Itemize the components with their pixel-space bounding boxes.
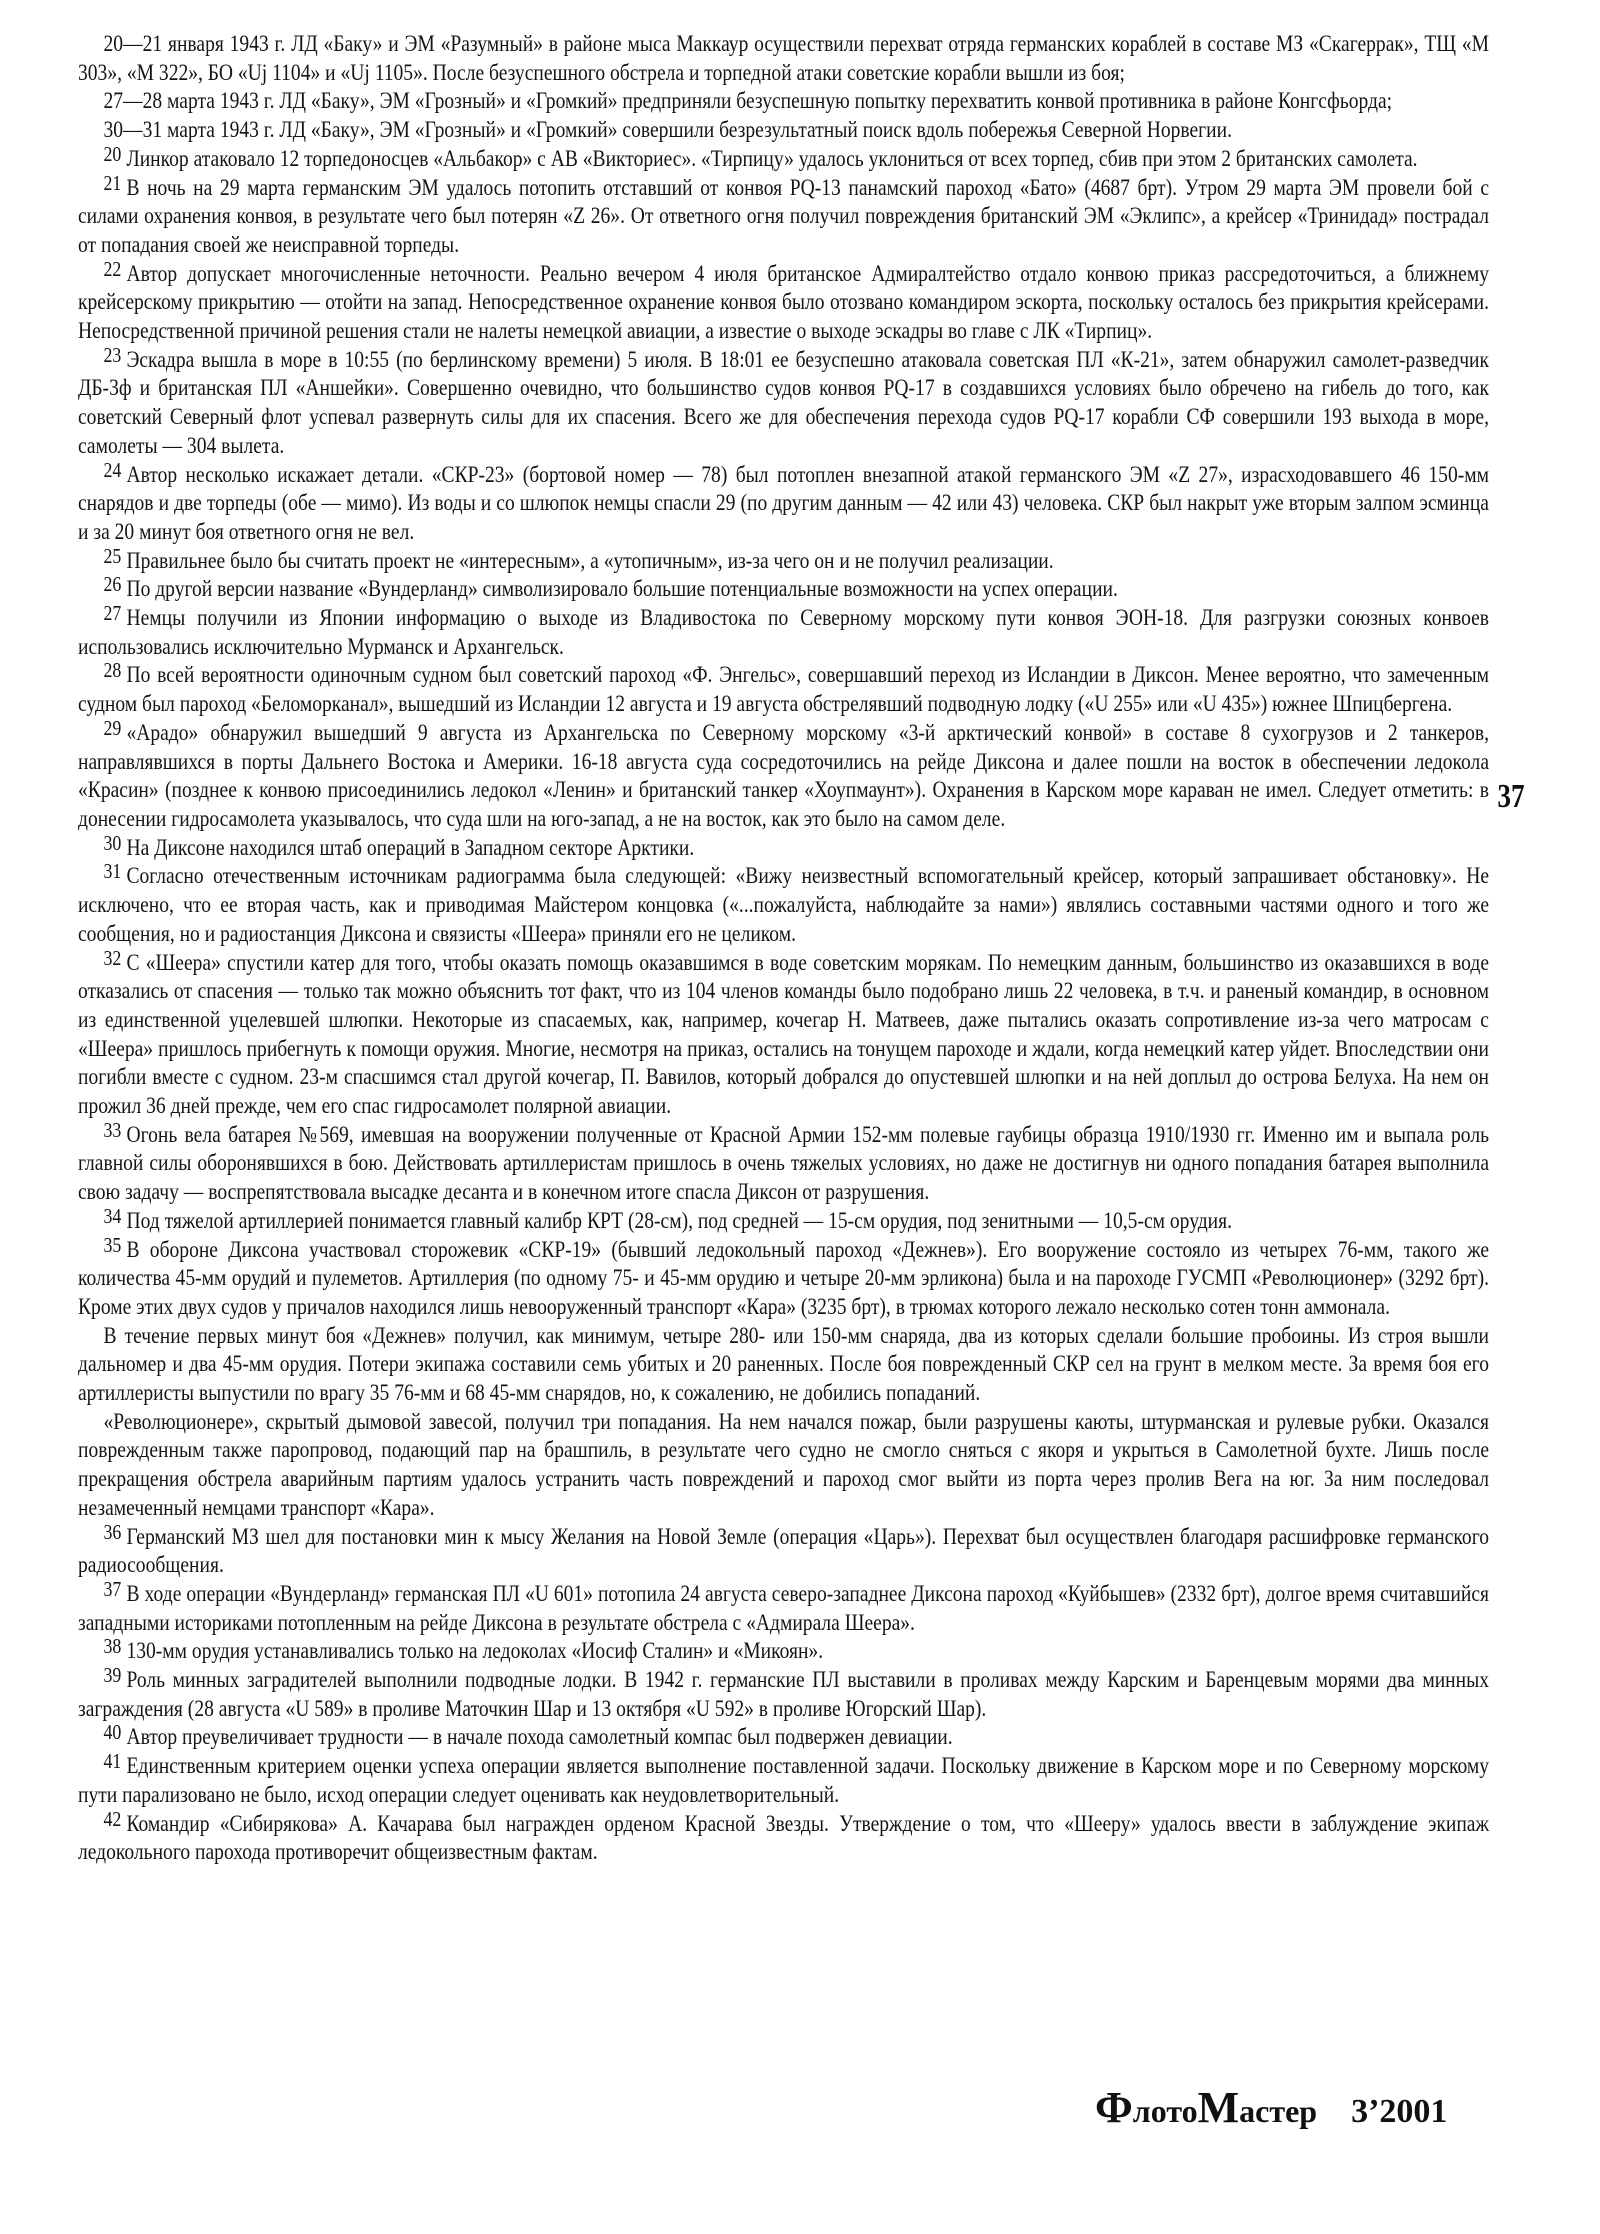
footnote-number: 42 (103, 1806, 122, 1831)
footnote-number: 41 (103, 1749, 122, 1774)
paragraph (78, 87, 1489, 116)
paragraph-text: В ходе операции «Вундерланд» германская ПЛ «U 601» потопила 24 августа северо-западнее Диксона пароход «Куйбышев» (2332 брт), долгое время считавшийся западными историками потопленным на рейде Диксона в результате обстрела с «Адмирала Шеера». (78, 1580, 1490, 1635)
paragraph-text: Германский МЗ шел для постановки мин к мысу Желания на Новой Земле (операция «Царь»). Перехват был осуществлен благодаря расшифровке германского радиосообщения. (78, 1523, 1490, 1578)
paragraph-text: Автор преувеличивает трудности — в начале похода самолетный компас был подвержен девиации. (126, 1724, 953, 1750)
footnote-number: 21 (103, 170, 122, 195)
paragraph-text: Немцы получили из Японии информацию о выходе из Владивостока по Северному морскому пути конвоя ЭОН-18. Для разгрузки союзных конвоев использовались исключительно Мурманск и Архангельск. (78, 605, 1490, 659)
footnote-21 (78, 170, 1490, 260)
footnote-number: 30 (103, 830, 122, 855)
paragraph-text: Линкор атаковало 12 торпедоносцев «Альбакор» с АВ «Викториес». «Тирпицу» удалось уклониться от всех торпед, сбив при этом 2 британских самолета. (126, 145, 1418, 171)
footnote-number: 20 (103, 141, 122, 166)
footnote-number: 24 (103, 457, 122, 482)
footnote-42 (78, 1806, 1490, 1867)
footnote-39 (78, 1663, 1490, 1723)
paragraph-text: 130-мм орудия устанавливались только на ледоколах «Иосиф Сталин» и «Микоян». (126, 1638, 824, 1664)
magazine-footer (1095, 2082, 1447, 2133)
footnote-number: 35 (103, 1232, 122, 1257)
paragraph-text: Под тяжелой артиллерией понимается главный калибр КРТ (28-см), под средней — 15-см орудия, под зенитными — 10,5-см орудия. (126, 1207, 1233, 1233)
paragraph-text: «Революционере», скрытый дымовой завесой, получил три попадания. На нем начался пожар, были разрушены каюты, штурманская и рулевые рубки. Оказался поврежденным также паропровод, подающий пар на брашпиль, в результате чего судно не смогло сняться с якоря и укрыться в Самолетной бухте. Лишь после прекращения обстрела аварийным партиям удалось устранить часть повреждений и пароход смог выйти из порта через пролив Вега на юг. За ним последовал незамеченный немцами транспорт «Кара». (78, 1408, 1489, 1520)
footnote-number: 26 (103, 572, 122, 597)
paragraph-text: В обороне Диксона участвовал сторожевик «СКР-19» (бывший ледокольный пароход «Дежнев»). Его вооружение состояло из четырех 76-мм, такого же количества 45-мм орудий и пулеметов. Артиллерия (по одному 75- и 45-мм орудию и четыре 20-мм эрликона) была и на пароходе ГУСМП «Революционер» (3292 брт). Кроме этих двух судов у причалов находился лишь невооруженный транспорт «Кара» (3235 брт), в трюмах которого лежало несколько сотен тонн аммонала. (78, 1236, 1490, 1319)
footnote-number: 34 (103, 1203, 122, 1228)
footnote-number: 39 (103, 1663, 122, 1688)
paragraph-text: «Арадо» обнаружил вышедший 9 августа из Архангельска по Северному морскому «3-й арктический конвой» в составе 8 сухогрузов и 2 танкеров, направлявшихся в порты Дальнего Востока и Америки. 16-18 августа суда сосредоточились на рейде Диксона и далее пошли на восток в обеспечении ледокола «Красин» (позднее к конвою присоединились ледокол «Ленин» и британский танкер «Хоупмаунт»). Охранения в Карском море караван не имел. Следует отметить: в донесении гидросамолета указывалось, что суда шли на юго-запад, а не на восток, как это было на самом деле. (78, 719, 1490, 831)
magazine-logo (1095, 2083, 1318, 2132)
issue-number: 3’2001 (1351, 2093, 1448, 2130)
paragraph-text: Единственным критерием оценки успеха операции является выполнение поставленной задачи. Поскольку движение в Карском море и по Северному морскому пути парализовано не было, исход операции следует оценивать как неудовлетворительный. (78, 1753, 1490, 1807)
footnote-number: 32 (103, 945, 122, 970)
footnote-26 (78, 572, 1489, 604)
footnote-34 (78, 1203, 1489, 1236)
paragraph-text: По всей вероятности одиночным судном был советский пароход «Ф. Энгельс», совершавший переход из Исландии в Диксон. Менее вероятно, что замеченным судном был пароход «Беломорканал», вышедший из Исландии 12 августа и 19 августа обстрелявший подводную лодку («U 255» или «U 435») южнее Шпицбергена. (78, 662, 1490, 717)
paragraph-text: С «Шеера» спустили катер для того, чтобы оказать помощь оказавшимся в воде советским морякам. По немецким данным, большинство из оказавшихся в воде отказались от спасения — только так можно объяснить тот факт, что из 104 членов команды было подобрано лишь 22 человека, в т.ч. и раненый командир, в основном из единственной уцелевшей шлюпки. Некоторые из спасаемых, как, например, кочегар Н. Матвеев, даже пытались оказать сопротивление из-за чего матросам с «Шеера» пришлось прибегнуть к помощи оружия. Многие, несмотря на приказ, остались на тонущем пароходе и ждали, когда немецкий катер уйдет. Впоследствии они погибли вместе с судном. 23-м спасшимся стал другой кочегар, П. Вавилов, который добрался до опустевшей шлюпки и на ней доплыл до острова Белуха. На нем он прожил 36 дней прежде, чем его спас гидросамолет полярной авиации. (78, 949, 1490, 1119)
footnote-number: 37 (103, 1576, 122, 1601)
footnote-25 (78, 543, 1489, 576)
footnote-number: 23 (103, 342, 122, 367)
footnote-32 (78, 945, 1490, 1121)
paragraph-text: Согласно отечественным источникам радиограмма была следующей: «Вижу неизвестный вспомогательный крейсер, который запрашивает обстановку». Не исключено, что ее вторая часть, как и приводимая Майстером концовка («...пожалуйста, наблюдайте за нами») являлись составными частями одного и того же сообщения, но и радиостанция Диксона и связисты «Шеера» приняли его не целиком. (78, 863, 1490, 946)
paragraph-text: По другой версии название «Вундерланд» символизировало большие потенциальные возможности на успех операции. (126, 576, 1118, 602)
footnote-36 (78, 1519, 1490, 1580)
footnote-28 (78, 658, 1490, 718)
footnotes-column (78, 30, 1489, 1867)
footnote-number: 33 (103, 1117, 122, 1142)
footnote-number: 29 (103, 715, 122, 740)
logo-letter-m: М (1197, 2083, 1240, 2132)
footnote-number: 31 (103, 859, 122, 884)
paragraph-text: На Диксоне находился штаб операций в Западном секторе Арктики. (126, 834, 695, 860)
paragraph-text: Правильнее было бы считать проект не «интересным», а «утопичным», из-за чего он и не получил реализации. (126, 547, 1054, 573)
paragraph-text: Командир «Сибирякова» А. Качарава был награжден орденом Красной Звезды. Утверждение о том, что «Шееру» удалось ввести в заблуждение экипаж ледокольного парохода противоречит общеизвестным фактам. (78, 1810, 1490, 1865)
footnote-number: 28 (103, 658, 122, 683)
footnote-29 (78, 715, 1490, 834)
paragraph-text: Роль минных заградителей выполнили подводные лодки. В 1942 г. германские ПЛ выставили в проливах между Карским и Баренцевым морями два минных заграждения (28 августа «U 589» в проливе Маточкин Шар и 13 октября «U 592» в проливе Югорский Шар). (78, 1667, 1490, 1721)
footnote-20 (78, 141, 1489, 174)
paragraph-text: 27—28 марта 1943 г. ЛД «Баку», ЭМ «Грозный» и «Громкий» предприняли безуспешную попытку перехватить конвой противника в районе Конгсфьорда; (103, 88, 1393, 114)
paragraph (78, 30, 1489, 87)
logo-letter-f: Ф (1095, 2083, 1133, 2132)
paragraph-text: Автор несколько искажает детали. «СКР-23» (бортовой номер — 78) был потоплен внезапной атакой германского ЭМ «Z 27», израсходовавшего 46 150-мм снарядов и две торпеды (обе — мимо). Из воды и со шлюпок немцы спасли 29 (по другим данным — 42 или 43) человека. СКР был накрыт уже вторым залпом эсминца и за 20 минут боя ответного огня не вел. (78, 461, 1490, 544)
logo-text-2: астер (1239, 2093, 1318, 2129)
footnote-number: 38 (103, 1634, 122, 1659)
footnote-number: 36 (103, 1519, 122, 1544)
page-number: 37 (1497, 778, 1525, 815)
paragraph (78, 1408, 1489, 1523)
paragraph-text: В ночь на 29 марта германским ЭМ удалось потопить отставший от конвоя PQ-13 панамский пароход «Бато» (4687 брт). Утром 29 марта ЭМ провели бой с силами охранения конвоя, в результате чего был потерян «Z 26». От ответного огня получил повреждения британский ЭМ «Эклипс», а крейсер «Тринидад» пострадал от попадания своей же неисправной торпеды. (78, 174, 1490, 257)
footnote-31 (78, 859, 1490, 948)
footnote-22 (78, 256, 1490, 346)
footnote-27 (78, 601, 1490, 661)
footnote-23 (78, 342, 1490, 461)
paragraph-text: Эскадра вышла в море в 10:55 (по берлинскому времени) 5 июля. В 18:01 ее безуспешно атаковала советская ПЛ «К-21», затем обнаружил самолет-разведчик ДБ-3ф и британская ПЛ «Аншейки». Совершенно очевидно, что большинство судов конвоя PQ-17 в создавшихся условиях было обречено на гибель до того, как советский Северный флот успевал развернуть силы для их спасения. Всего же для обеспечения перехода судов PQ-17 корабли СФ совершили 193 выхода в море, самолеты — 304 вылета. (78, 346, 1490, 458)
logo-text-1: лото (1132, 2093, 1198, 2129)
paragraph-text: 30—31 марта 1943 г. ЛД «Баку», ЭМ «Грозный» и «Громкий» совершили безрезультатный поиск вдоль побережья Северной Норвегии. (103, 117, 1232, 143)
paragraph-text: 20—21 января 1943 г. ЛД «Баку» и ЭМ «Разумный» в районе мыса Маккаур осуществили перехват отряда германских кораблей в составе МЗ «Скагеррак», ТЩ «М 303», «М 322», БО «Uj 1104» и «Uj 1105». После безуспешного обстрела и торпедной атаки советские корабли вышли из боя; (78, 31, 1489, 85)
paragraph-text: В течение первых минут боя «Дежнев» получил, как минимум, четыре 280- или 150-мм снаряда, два из которых сделали большие пробоины. Из строя вышли дальномер и два 45-мм орудия. Потери экипажа составили семь убитых и 20 раненных. После боя поврежденный СКР сел на грунт в мелком месте. За время боя его артиллеристы выпустили по врагу 35 76-мм и 68 45-мм снарядов, но, к сожалению, не добились попаданий. (78, 1322, 1489, 1406)
paragraph (78, 116, 1489, 145)
footnote-33 (78, 1117, 1490, 1207)
footnote-37 (78, 1576, 1490, 1637)
paragraph (78, 1322, 1489, 1408)
footnote-38 (78, 1634, 1489, 1666)
footnote-number: 40 (103, 1720, 122, 1745)
footnote-30 (78, 830, 1489, 863)
footnote-24 (78, 457, 1490, 547)
footnote-40 (78, 1720, 1489, 1752)
footnote-number: 22 (103, 256, 122, 281)
footnote-number: 27 (103, 601, 122, 626)
paragraph-text: Огонь вела батарея №569, имевшая на вооружении полученные от Красной Армии 152-мм полевые гаубицы образца 1910/1930 гг. Именно им и выпала роль главной силы оборонявшихся в бою. Действовать артиллеристам пришлось в очень тяжелых условиях, но даже не достигнув ни одного попадания батарея выполнила свою задачу — воспрепятствовала высадке десанта и в конечном итоге спасла Диксон от разрушения. (78, 1121, 1490, 1205)
footnote-number: 25 (103, 543, 122, 568)
footnote-35 (78, 1232, 1490, 1322)
paragraph-text: Автор допускает многочисленные неточности. Реально вечером 4 июля британское Адмиралтейство отдало конвою приказ рассредоточиться, а ближнему крейсерскому прикрытию — отойти на запад. Непосредственное охранение конвоя было отозвано командиром эскорта, поскольку осталось без прикрытия крейсерами. Непосредственной причиной решения стали не налеты немецкой авиации, а известие о выходе эскадры во главе с ЛК «Тирпиц». (78, 260, 1490, 344)
footnote-41 (78, 1749, 1490, 1809)
